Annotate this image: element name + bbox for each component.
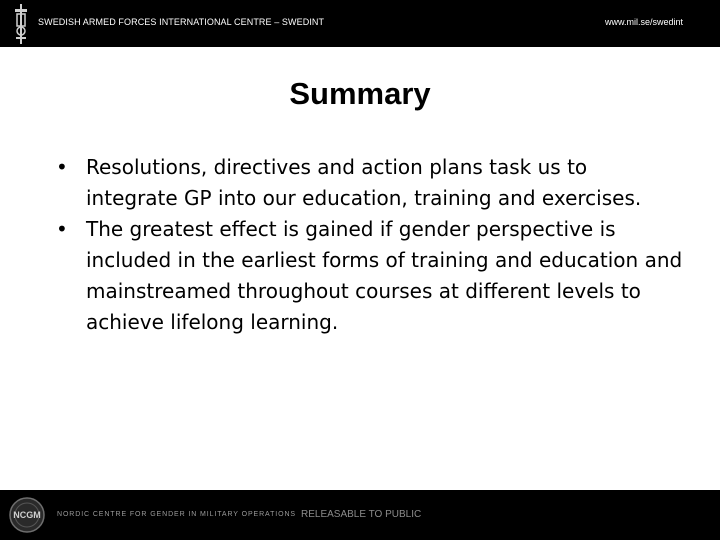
footer-status: RELEASABLE TO PUBLIC [301,509,422,520]
ncgm-logo-icon [8,496,46,534]
bullet-item [54,152,684,214]
bullet-icon: • [56,155,68,179]
bullet-text: Resolutions, directives and action plans task us to integrate GP into our education, training and exercises. [86,155,642,210]
bullet-list [54,152,684,338]
ncgm-logo-text: NCGM [13,510,41,520]
swedish-armed-forces-crest-icon [11,3,31,45]
footer-organization: NORDIC CENTRE FOR GENDER IN MILITARY OPERATIONS [57,511,296,518]
bullet-icon: • [56,217,68,241]
header-bar [0,0,720,47]
bullet-text: The greatest effect is gained if gender perspective is included in the earliest forms of training and education and mainstreamed throughout courses at different levels to achieve lifelong learning. [86,217,683,334]
header-website-link[interactable]: www.mil.se/swedint [604,17,683,27]
bullet-item [54,214,684,338]
header-organization: SWEDISH ARMED FORCES INTERNATIONAL CENTRE – SWEDINT [38,17,325,27]
footer-bar [0,490,720,540]
slide-title: Summary [289,76,431,111]
